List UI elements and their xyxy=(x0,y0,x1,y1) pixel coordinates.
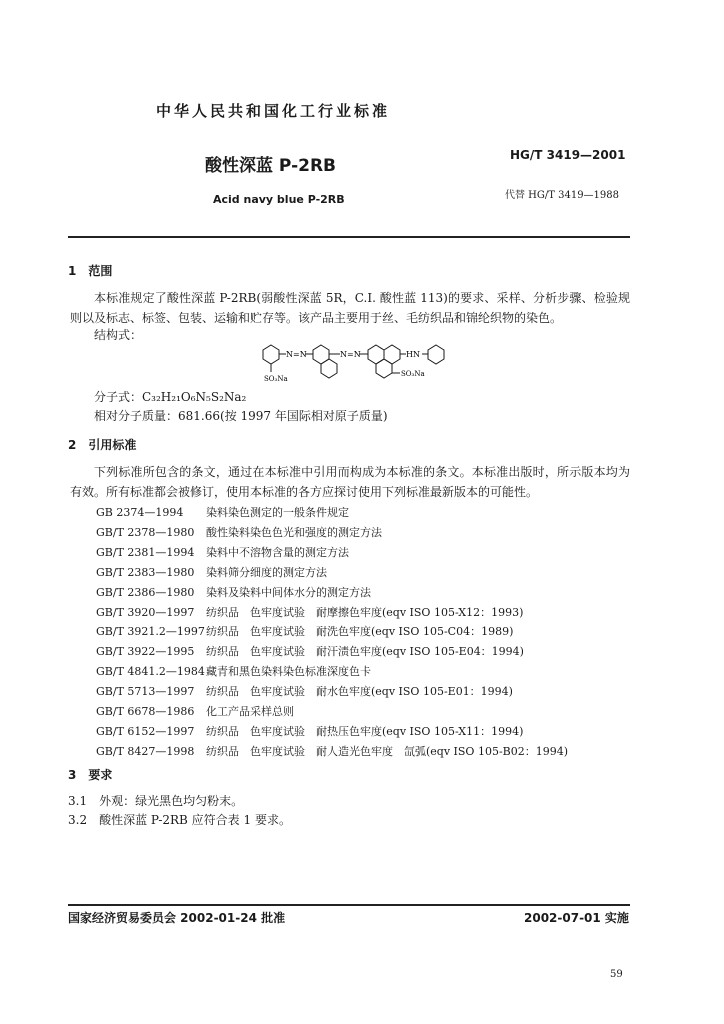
section-3-heading: 3 要求 xyxy=(68,768,113,782)
issuing-body-header: 中华人民共和国化工行业标准 xyxy=(156,102,391,120)
reference-title: 藏青和黑色染料染色标准深度色卡 xyxy=(206,665,371,679)
header-divider xyxy=(68,236,630,238)
requirement-3-1: 3.1 外观：绿光黑色均匀粉末。 xyxy=(68,794,244,808)
azo-group-1: N=N xyxy=(286,350,307,359)
reference-item xyxy=(96,503,568,523)
reference-title: 纺织品 色牢度试验 耐水色牢度(eqv ISO 105-E01：1994) xyxy=(206,685,513,699)
reference-item xyxy=(96,642,568,662)
section-1-paragraph: 本标准规定了酸性深蓝 P-2RB(弱酸性深蓝 5R，C.I. 酸性蓝 113)的要求、采样、分析步骤、检验规则以及标志、标签、包装、运输和贮存等。该产品主要用于丝、毛纺织品和锦纶织物的染色。 xyxy=(70,291,630,325)
reference-item xyxy=(96,583,568,603)
sulfonate-group-1: SO₃Na xyxy=(264,375,288,383)
reference-code: GB/T 4841.2—1984 xyxy=(96,665,205,679)
reference-code: GB/T 6152—1997 xyxy=(96,724,195,738)
molecular-mass: 相对分子质量：681.66(按 1997 年国际相对原子质量) xyxy=(94,409,388,423)
reference-code: GB/T 3921.2—1997 xyxy=(96,625,205,639)
page-number: 59 xyxy=(610,969,623,980)
requirement-3-2: 3.2 酸性深蓝 P-2RB 应符合表 1 要求。 xyxy=(68,813,291,827)
reference-title: 纺织品 色牢度试验 耐汗渍色牢度(eqv ISO 105-E04：1994) xyxy=(206,645,524,659)
reference-title: 化工产品采样总则 xyxy=(206,705,294,719)
reference-code: GB/T 3922—1995 xyxy=(96,645,195,659)
reference-item xyxy=(96,543,568,563)
reference-title: 纺织品 色牢度试验 耐人造光色牢度 氙弧(eqv ISO 105-B02：1994) xyxy=(206,744,569,758)
sulfonate-group-2: SO₃Na xyxy=(401,370,425,378)
molecular-formula: 分子式：C₃₂H₂₁O₆N₅S₂Na₂ xyxy=(94,390,247,404)
reference-code: GB 2374—1994 xyxy=(96,506,184,519)
reference-code: GB/T 3920—1997 xyxy=(96,605,195,619)
reference-item xyxy=(96,702,568,722)
normative-references-list xyxy=(96,503,568,762)
document-title: 酸性深蓝 P-2RB xyxy=(205,156,337,176)
reference-title: 染料中不溶物含量的测定方法 xyxy=(206,545,349,559)
reference-title: 染料及染料中间体水分的测定方法 xyxy=(206,585,371,599)
effective-date: 2002-07-01 实施 xyxy=(524,911,629,925)
reference-item xyxy=(96,722,568,742)
standard-number: HG/T 3419—2001 xyxy=(510,148,626,162)
reference-item xyxy=(96,742,568,762)
reference-item xyxy=(96,523,568,543)
replaces-standard: 代替 HG/T 3419—1988 xyxy=(505,190,620,201)
azo-group-2: N=N xyxy=(340,350,361,359)
reference-title: 纺织品 色牢度试验 耐洗色牢度(eqv ISO 105-C04：1989) xyxy=(206,625,514,639)
reference-code: GB/T 2381—1994 xyxy=(96,545,195,559)
reference-title: 染料筛分细度的测定方法 xyxy=(206,565,327,579)
reference-title: 纺织品 色牢度试验 耐摩擦色牢度(eqv ISO 105-X12：1993) xyxy=(206,605,524,619)
approval-line: 国家经济贸易委员会 2002-01-24 批准 xyxy=(68,911,286,925)
structural-formula xyxy=(230,340,470,386)
reference-title: 染料染色测定的一般条件规定 xyxy=(206,506,349,519)
benzene-ring-2 xyxy=(428,345,444,364)
reference-item xyxy=(96,622,568,642)
reference-code: GB/T 2383—1980 xyxy=(96,565,195,579)
section-2-heading: 2 引用标准 xyxy=(68,438,137,452)
footer-divider xyxy=(68,904,630,906)
benzene-ring-1 xyxy=(263,345,279,372)
reference-title: 纺织品 色牢度试验 耐热压色牢度(eqv ISO 105-X11：1994) xyxy=(206,724,524,738)
reference-code: GB/T 6678—1986 xyxy=(96,705,195,719)
amino-group: HN xyxy=(406,350,420,359)
section-2-paragraph: 下列标准所包含的条文，通过在本标准中引用而构成为本标准的条文。本标准出版时，所示版本均为有效。所有标准都会被修订，使用本标准的各方应探讨使用下列标准最新版本的可能性。 xyxy=(70,465,630,499)
reference-title: 酸性染料染色色光和强度的测定方法 xyxy=(206,525,382,539)
reference-code: GB/T 5713—1997 xyxy=(96,685,195,699)
structure-label: 结构式： xyxy=(94,328,143,342)
reference-item xyxy=(96,603,568,623)
reference-item xyxy=(96,563,568,583)
reference-item xyxy=(96,682,568,702)
reference-item xyxy=(96,662,568,682)
section-1-heading: 1 范围 xyxy=(68,264,113,278)
document-title-english: Acid navy blue P-2RB xyxy=(213,193,345,206)
naphthalene-ring-1 xyxy=(313,345,337,378)
reference-code: GB/T 2378—1980 xyxy=(96,525,195,539)
reference-code: GB/T 8427—1998 xyxy=(96,744,195,758)
reference-code: GB/T 2386—1980 xyxy=(96,585,195,599)
